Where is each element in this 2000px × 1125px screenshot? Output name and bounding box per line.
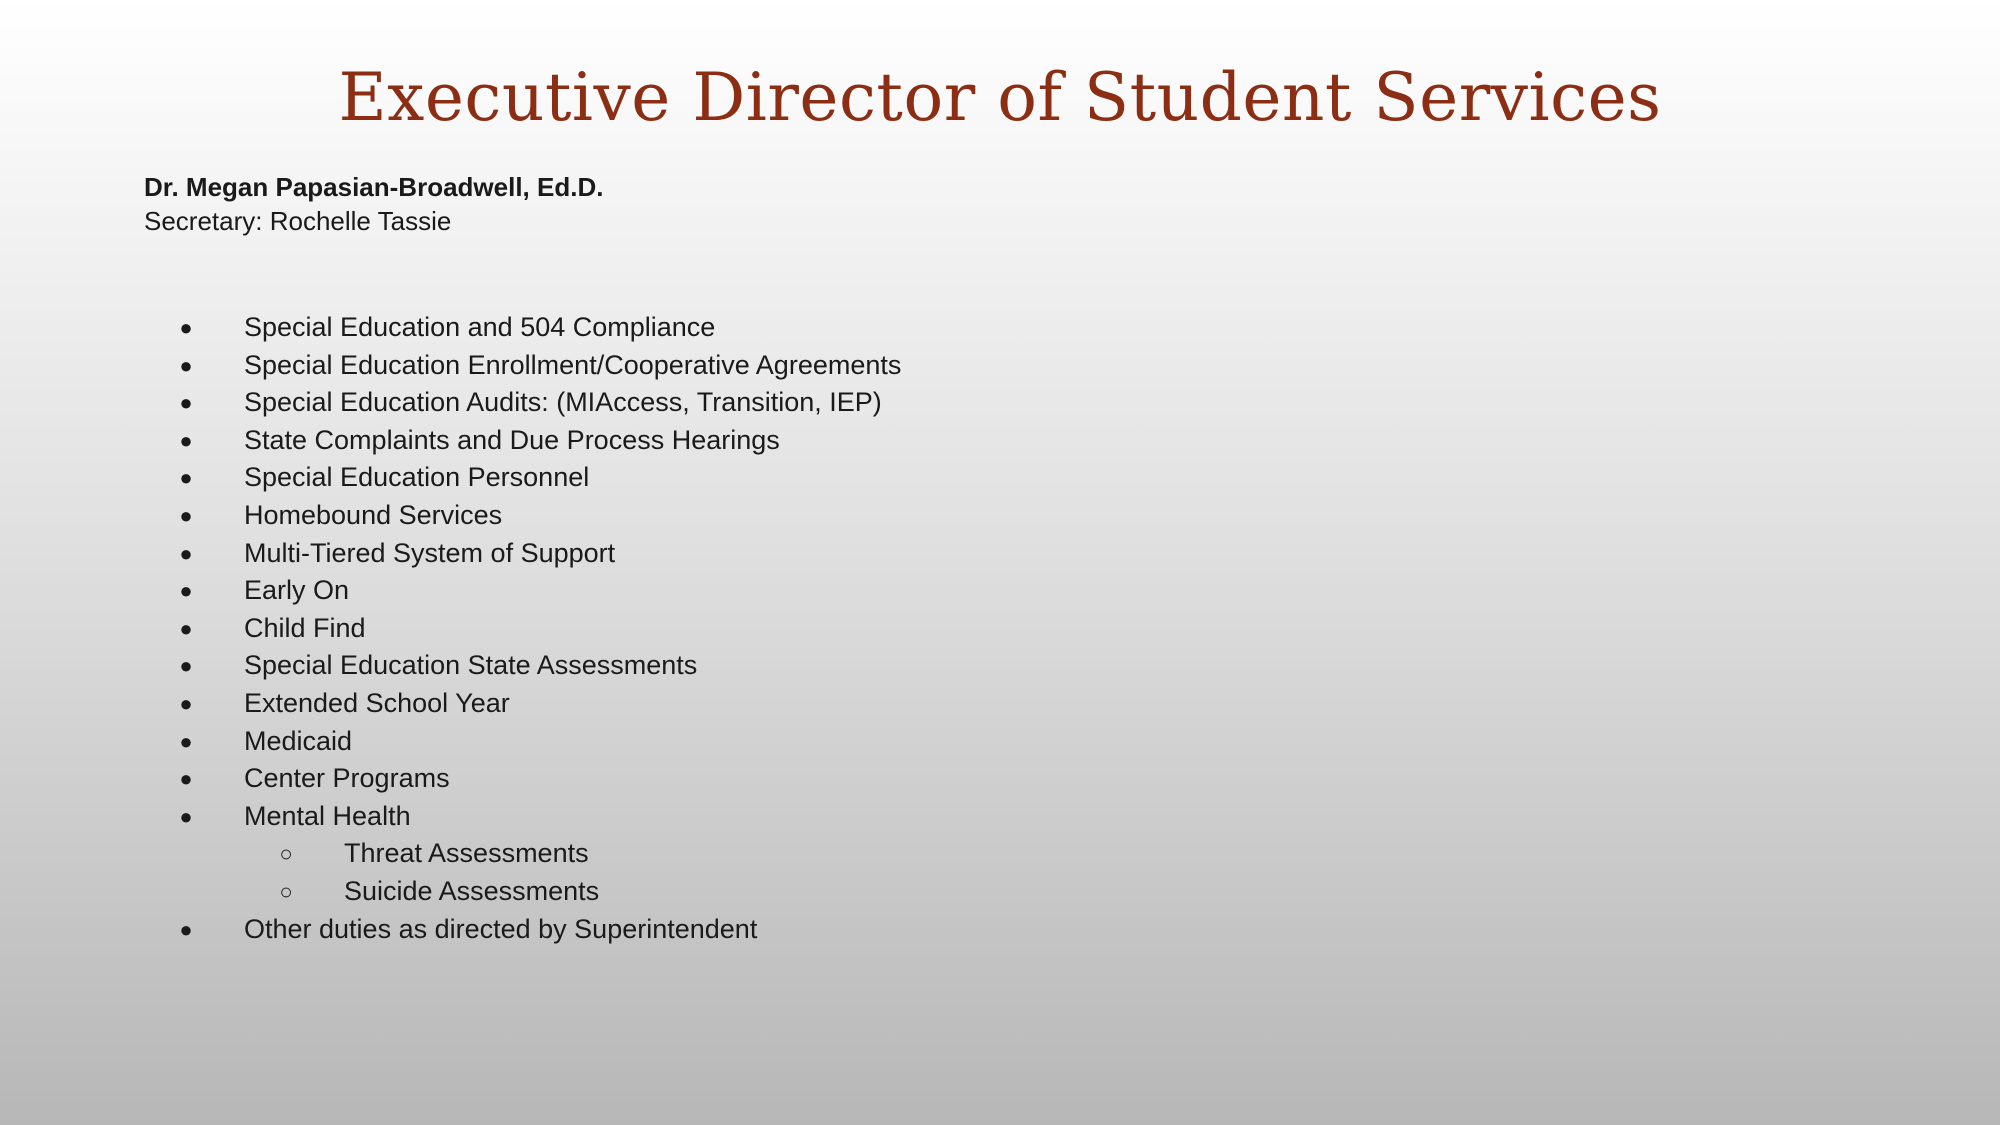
duty-text: Mental Health bbox=[244, 800, 411, 831]
duty-text: Special Education and 504 Compliance bbox=[244, 312, 716, 342]
bullet-icon: ● bbox=[179, 352, 193, 378]
bullet-icon: ● bbox=[179, 728, 193, 754]
duty-text: Homebound Services bbox=[244, 499, 503, 530]
duty-text: State Complaints and Due Process Hearings bbox=[244, 424, 780, 455]
bullet-icon: ● bbox=[179, 427, 193, 453]
duty-text: Threat Assessments bbox=[344, 838, 589, 869]
bullet-icon: ● bbox=[179, 615, 193, 641]
bullet-icon: ● bbox=[179, 390, 193, 416]
duty-text: Special Education State Assessments bbox=[244, 650, 698, 681]
duty-text: Extended School Year bbox=[244, 687, 510, 718]
bullet-icon: ● bbox=[179, 916, 193, 942]
director-name: Dr. Megan Papasian-Broadwell, Ed.D. bbox=[144, 172, 604, 202]
duty-text: Special Education Personnel bbox=[244, 462, 590, 493]
duty-text: Special Education Audits: (MIAccess, Transition, IEP) bbox=[244, 387, 882, 418]
duty-text: Special Education Enrollment/Cooperative Agreements bbox=[244, 349, 902, 380]
bullet-icon: ● bbox=[179, 766, 193, 792]
bullet-icon: ● bbox=[179, 803, 193, 829]
bullet-icon: ● bbox=[179, 578, 193, 604]
bullet-icon: ● bbox=[179, 653, 193, 679]
bullet-icon: ● bbox=[179, 540, 193, 566]
duty-text: Suicide Assessments bbox=[344, 875, 600, 906]
bullet-icon: ● bbox=[179, 465, 193, 491]
hollow-bullet-icon: ○ bbox=[279, 878, 293, 904]
duty-text: Child Find bbox=[244, 612, 366, 643]
duty-text: Early On bbox=[244, 575, 350, 606]
duty-text: Multi-Tiered System of Support bbox=[244, 537, 616, 568]
slide-title: Executive Director of Student Services bbox=[338, 59, 1662, 136]
hollow-bullet-icon: ○ bbox=[279, 841, 293, 867]
duty-text: Center Programs bbox=[244, 763, 450, 794]
secretary-line: Secretary: Rochelle Tassie bbox=[144, 206, 452, 236]
duty-text: Medicaid bbox=[244, 725, 353, 756]
bullet-icon: ● bbox=[179, 690, 193, 716]
bullet-icon: ● bbox=[179, 502, 193, 528]
bullet-icon: ● bbox=[179, 315, 193, 340]
duty-text: Other duties as directed by Superintendent bbox=[244, 913, 758, 944]
person-block bbox=[144, 170, 603, 238]
